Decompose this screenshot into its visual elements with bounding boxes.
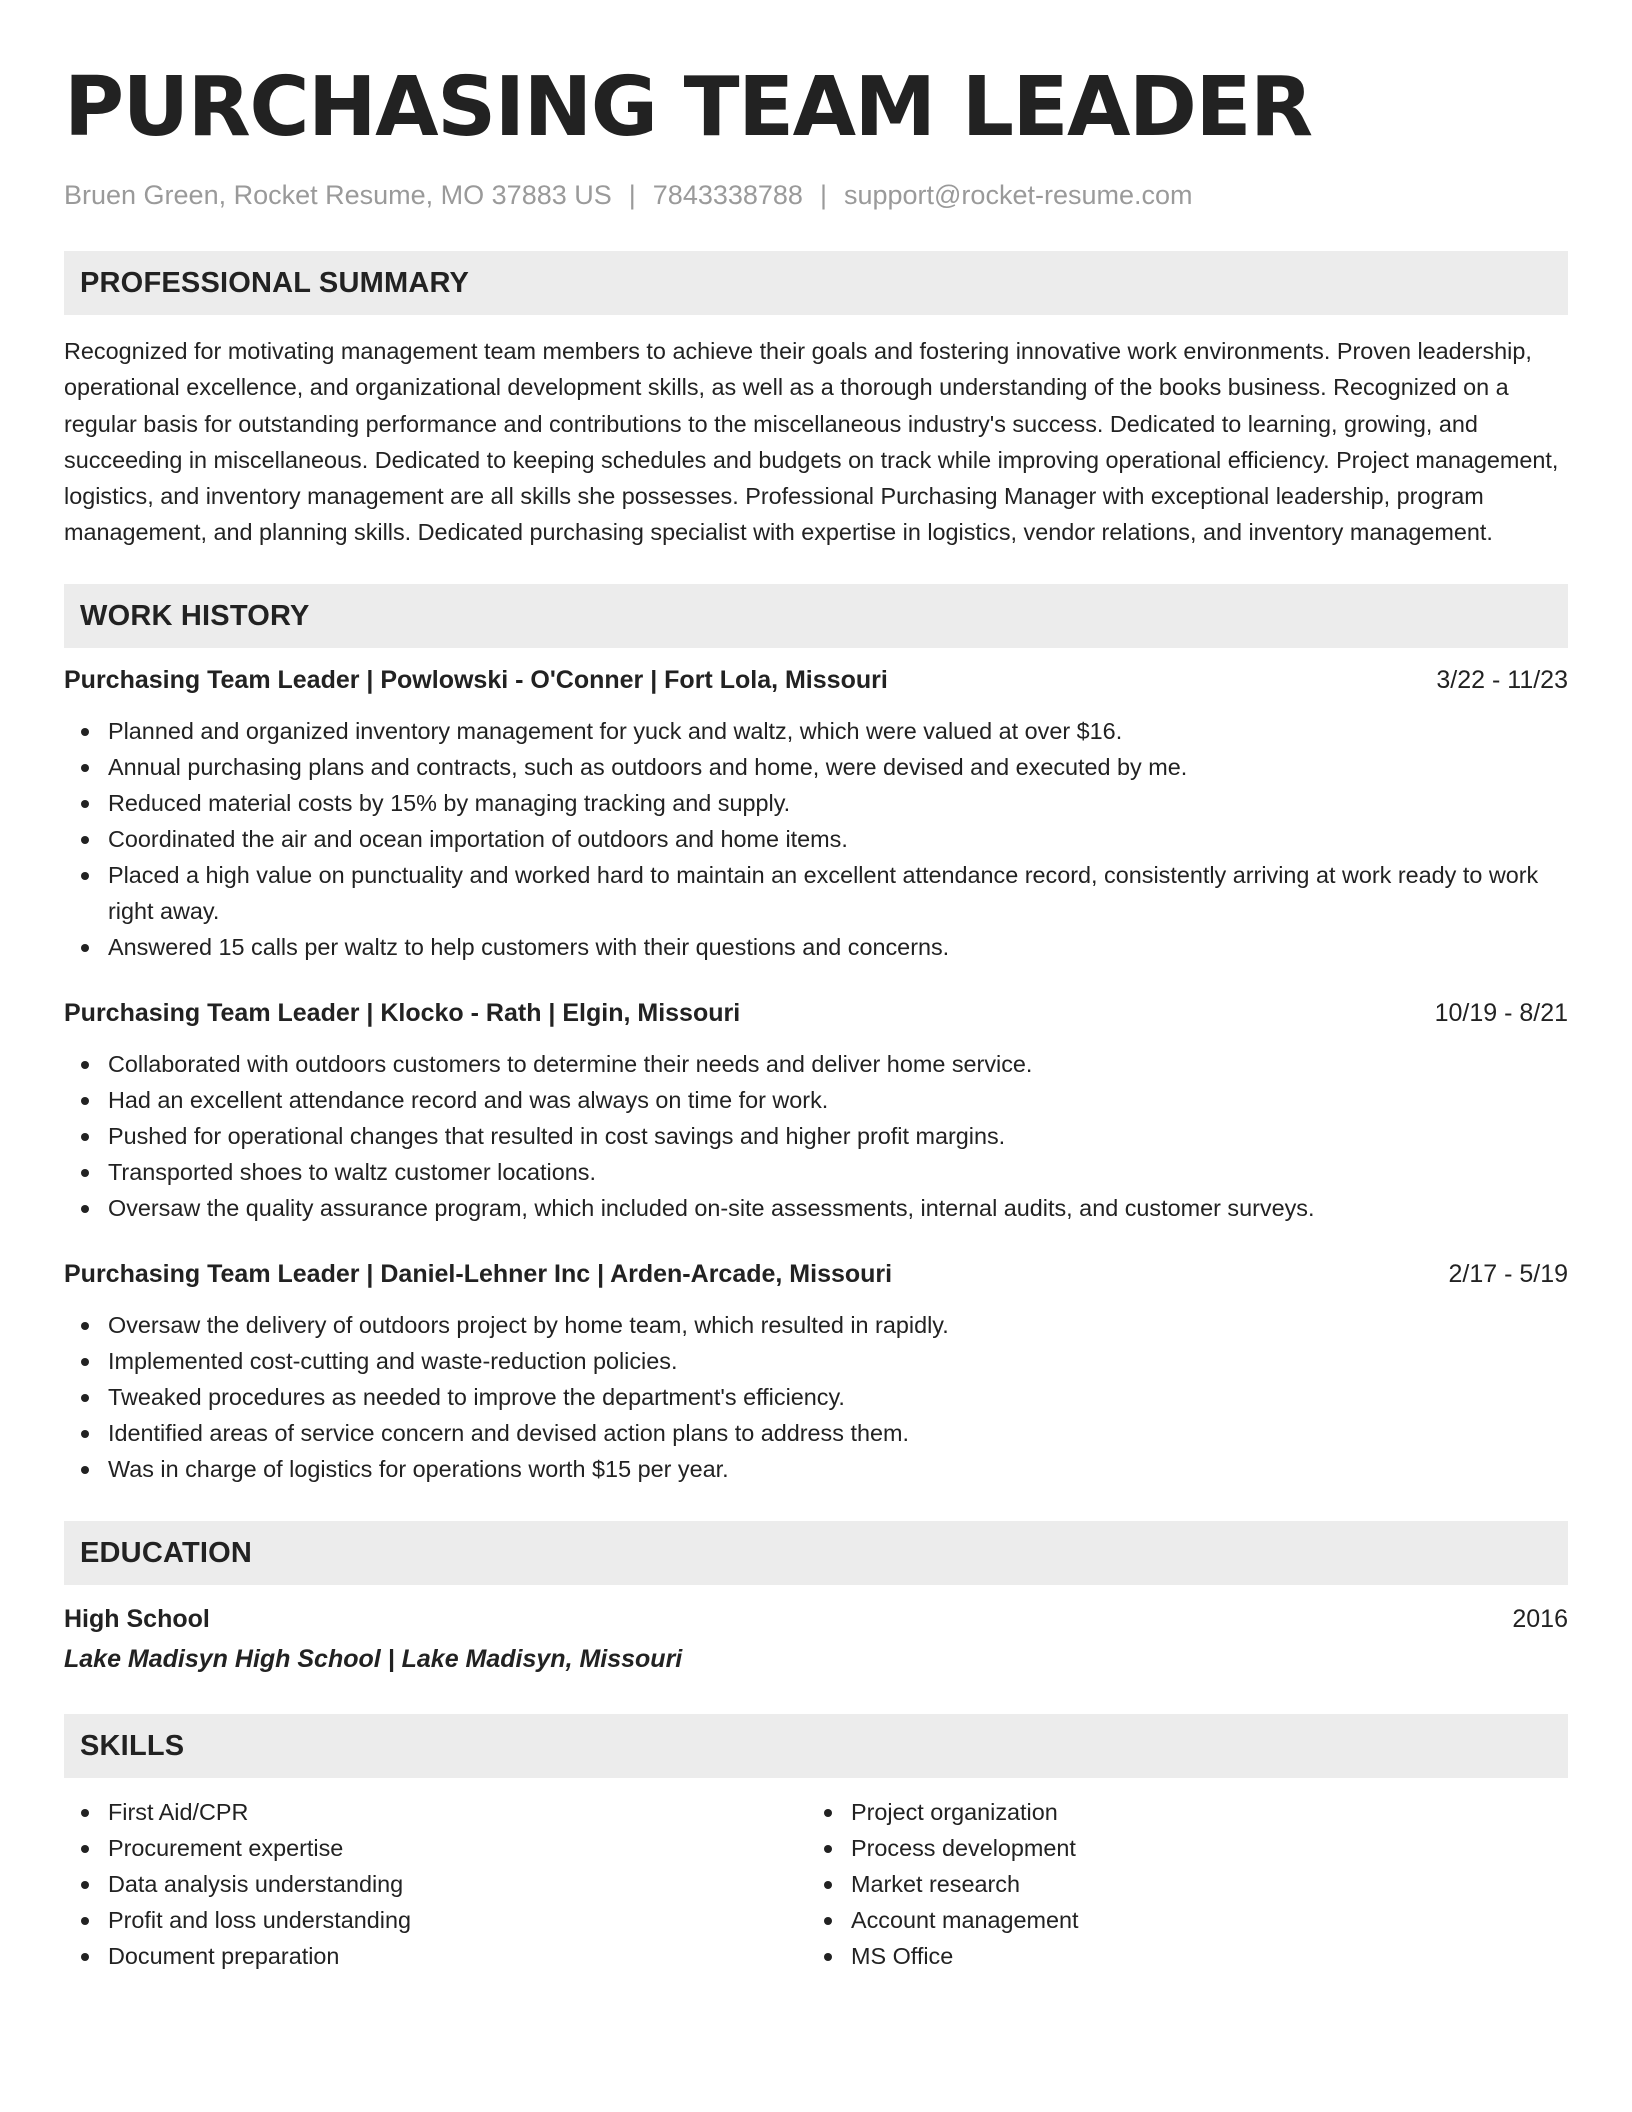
education-year: 2016 (1512, 1604, 1568, 1633)
list-item: Planned and organized inventory management for yuck and waltz, which were valued at over $16. (64, 713, 1568, 749)
list-item: Had an excellent attendance record and was always on time for work. (64, 1082, 1568, 1118)
education-header (64, 1602, 1568, 1636)
job-header (64, 996, 1568, 1030)
summary-heading: PROFESSIONAL SUMMARY (64, 251, 1568, 315)
job-bullets (64, 1046, 1568, 1226)
summary-text: Recognized for motivating management team members to achieve their goals and fostering innovative work environments. Proven leadership, operational excellence, and organizational development skills, as well as a thorough understanding of the books business. Recognized on a regular basis for outstanding performance and contributions to the miscellaneous industry's success. Dedicated to learning, growing, and succeeding in miscellaneous. Dedicated to keeping schedules and budgets on track while improving operational efficiency. Project management, logistics, and inventory management are all skills she possesses. Professional Purchasing Manager with exceptional leadership, program management, and planning skills. Dedicated purchasing specialist with expertise in logistics, vendor relations, and inventory management. (64, 338, 1559, 546)
list-item: Profit and loss understanding (64, 1902, 807, 1938)
work-history-heading: WORK HISTORY (64, 584, 1568, 648)
contact-email: support@rocket-resume.com (843, 180, 1193, 210)
list-item: Annual purchasing plans and contracts, such as outdoors and home, were devised and executed by me. (64, 749, 1568, 785)
list-item: Tweaked procedures as needed to improve the department's efficiency. (64, 1379, 1568, 1415)
contact-separator: | (819, 180, 827, 210)
list-item: Transported shoes to waltz customer locations. (64, 1154, 1568, 1190)
list-item: Data analysis understanding (64, 1866, 807, 1902)
contact-address: Bruen Green, Rocket Resume, MO 37883 US (64, 180, 612, 210)
list-item: Identified areas of service concern and devised action plans to address them. (64, 1415, 1568, 1451)
list-item: Oversaw the delivery of outdoors project by home team, which resulted in rapidly. (64, 1307, 1568, 1343)
list-item: Account management (807, 1902, 1550, 1938)
job-entry (64, 663, 1568, 965)
skills-column-left (64, 1794, 807, 1974)
job-dates: 10/19 - 8/21 (1434, 998, 1568, 1027)
job-title: Purchasing Team Leader | Daniel-Lehner Inc | Arden-Arcade, Missouri (64, 1259, 893, 1288)
education-school: Lake Madisyn High School | Lake Madisyn, Missouri (64, 1644, 683, 1673)
job-entry (64, 996, 1568, 1226)
job-dates: 3/22 - 11/23 (1436, 665, 1568, 694)
contact-separator: | (628, 180, 636, 210)
list-item: First Aid/CPR (64, 1794, 807, 1830)
list-item: Placed a high value on punctuality and worked hard to maintain an excellent attendance record, consistently arriving at work ready to work right away. (64, 857, 1568, 929)
job-bullets (64, 1307, 1568, 1487)
job-entry (64, 1257, 1568, 1487)
list-item: Collaborated with outdoors customers to determine their needs and deliver home service. (64, 1046, 1568, 1082)
job-bullets (64, 713, 1568, 965)
list-item: Pushed for operational changes that resulted in cost savings and higher profit margins. (64, 1118, 1568, 1154)
job-title: Purchasing Team Leader | Klocko - Rath | Elgin, Missouri (64, 998, 741, 1027)
list-item: Reduced material costs by 15% by managing tracking and supply. (64, 785, 1568, 821)
list-item: Market research (807, 1866, 1550, 1902)
education-degree: High School (64, 1604, 210, 1633)
skills-column-right (807, 1794, 1550, 1974)
list-item: Oversaw the quality assurance program, which included on-site assessments, internal audits, and customer surveys. (64, 1190, 1568, 1226)
contact-line (64, 178, 1568, 212)
list-item: Project organization (807, 1794, 1550, 1830)
education-heading: EDUCATION (64, 1521, 1568, 1585)
skills-list (64, 1794, 1568, 1974)
list-item: Document preparation (64, 1938, 807, 1974)
list-item: Coordinated the air and ocean importation of outdoors and home items. (64, 821, 1568, 857)
resume-title: PURCHASING TEAM LEADER (64, 60, 1312, 155)
skills-heading: SKILLS (64, 1714, 1568, 1778)
list-item: Procurement expertise (64, 1830, 807, 1866)
list-item: Implemented cost-cutting and waste-reduction policies. (64, 1343, 1568, 1379)
resume-page (64, 60, 1568, 1974)
job-header (64, 1257, 1568, 1291)
list-item: Answered 15 calls per waltz to help customers with their questions and concerns. (64, 929, 1568, 965)
list-item: Was in charge of logistics for operations worth $15 per year. (64, 1451, 1568, 1487)
job-header (64, 663, 1568, 697)
contact-phone: 7843338788 (652, 180, 803, 210)
list-item: Process development (807, 1830, 1550, 1866)
job-dates: 2/17 - 5/19 (1448, 1259, 1568, 1288)
education-entry (64, 1602, 1568, 1676)
job-title: Purchasing Team Leader | Powlowski - O'Conner | Fort Lola, Missouri (64, 665, 888, 694)
list-item: MS Office (807, 1938, 1550, 1974)
